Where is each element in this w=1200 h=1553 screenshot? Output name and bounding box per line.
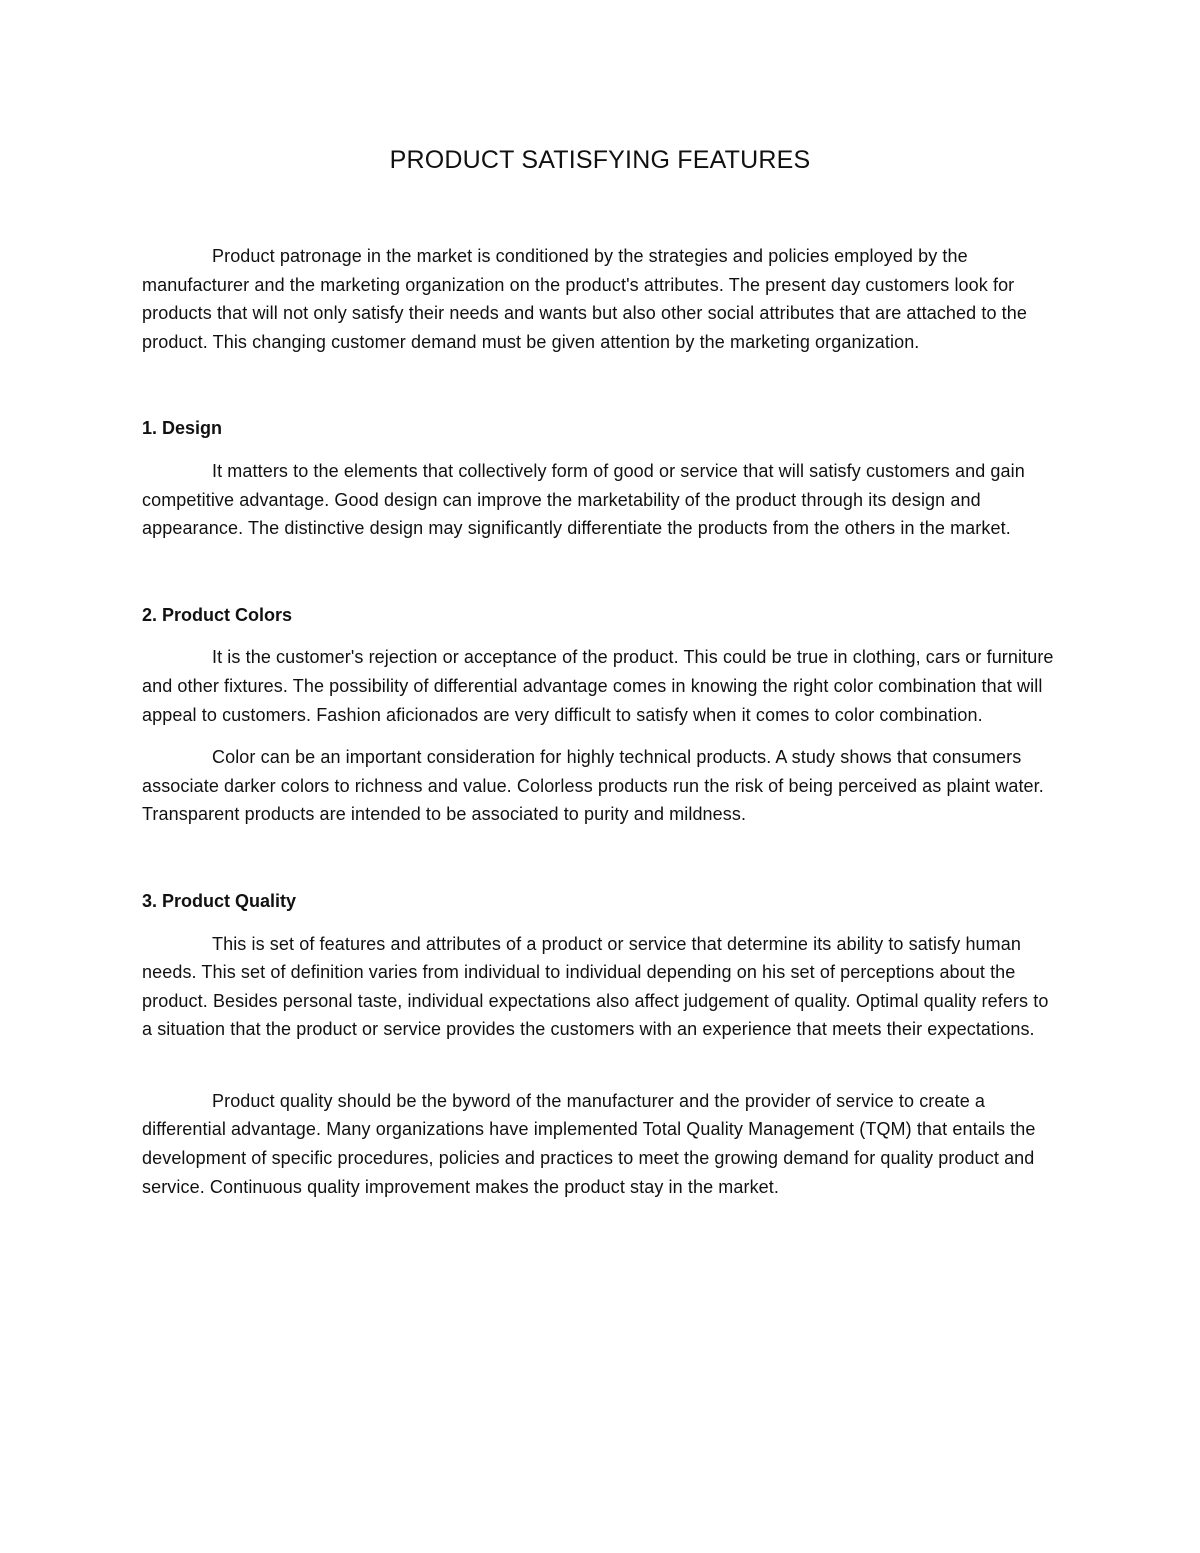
section-paragraph: Color can be an important consideration for highly technical products. A study shows that consumers associate darker colors to richness and value. Colorless products run the risk of being perceived as plaint water. Transparent products are intended to be associated to purity and mildness. [142,747,1044,825]
document-body [142,242,1058,1201]
section-design [142,414,1058,542]
section-paragraph: It matters to the elements that collectively form of good or service that will satisfy customers and gain competitive advantage. Good design can improve the marketability of the product through its design and appearance. The distinctive design may significantly differentiate the products from the others in the market. [142,460,1025,539]
page-title: PRODUCT SATISFYING FEATURES [389,146,811,174]
section-heading: 3. Product Quality [142,890,297,911]
intro-paragraph: Product patronage in the market is conditioned by the strategies and policies employed by the manufacturer and the marketing organization on the product's attributes. The present day customers look for products that will not only satisfy their needs and wants but also other social attributes that are attached to the product. This changing customer demand must be given attention by the marketing organization. [142,246,1027,352]
section-product-colors [142,601,1058,829]
section-heading: 1. Design [142,418,223,439]
section-paragraph: It is the customer's rejection or acceptance of the product. This could be true in clothing, cars or furniture and other fixtures. The possibility of differential advantage comes in knowing the right color combination that will appeal to customers. Fashion aficionados are very difficult to satisfy when it comes to color combination. [142,647,1054,725]
section-paragraph: This is set of features and attributes of a product or service that determine its ability to satisfy human needs. This set of definition varies from individual to individual depending on his set of perceptions about the product. Besides personal taste, individual expectations also affect judgement of quality. Optimal quality refers to a situation that the product or service provides the customers with an experience that meets their expectations. [142,933,1049,1040]
section-product-quality [142,887,1058,1201]
section-heading: 2. Product Colors [142,604,293,625]
section-paragraph: Product quality should be the byword of the manufacturer and the provider of service to create a differential advantage. Many organizations have implemented Total Quality Management (TQM) that entails the development of specific procedures, policies and practices to meet the growing demand for quality product and service. Continuous quality improvement makes the product stay in the market. [142,1090,1036,1197]
